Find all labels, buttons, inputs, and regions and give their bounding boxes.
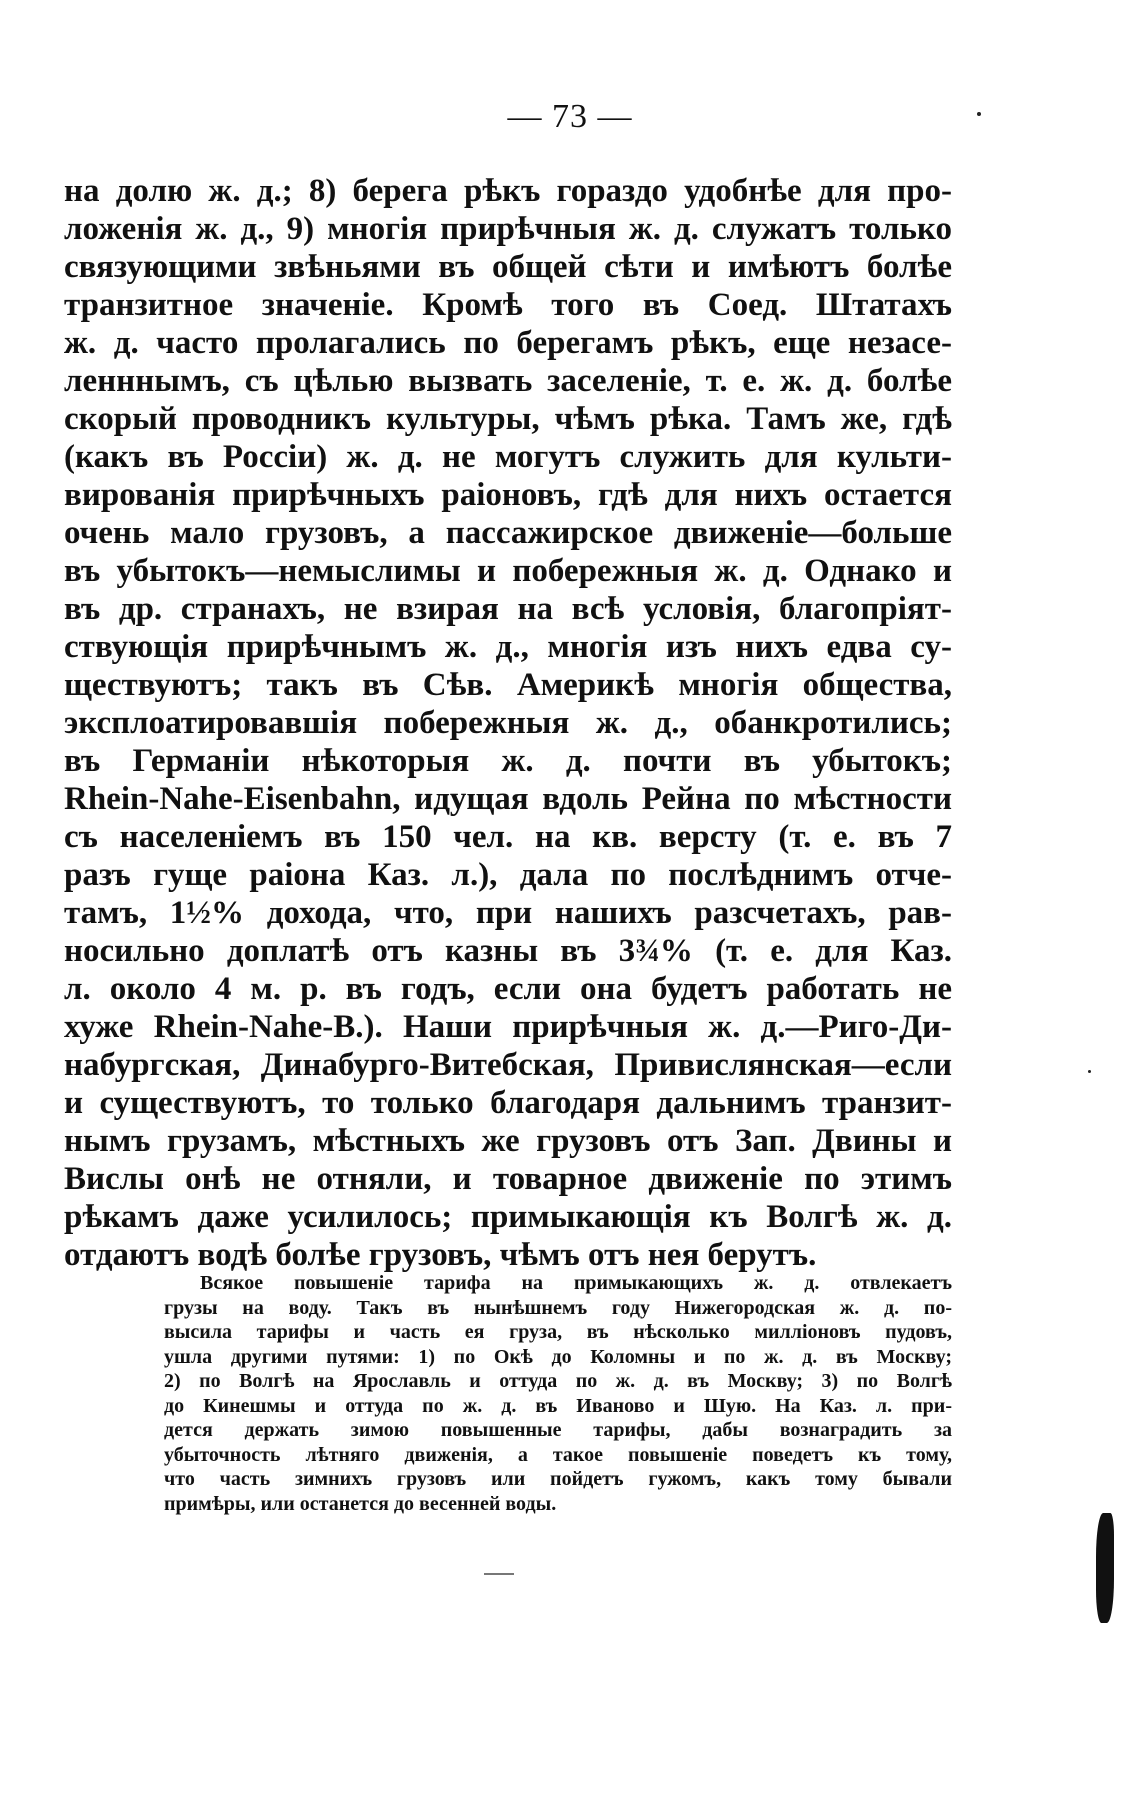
main-text-line: вированія прирѣчныхъ раіоновъ, гдѣ для нихъ остается <box>64 477 952 513</box>
main-text-line: связующими звѣньями въ общей сѣти и имѣютъ болѣе <box>64 249 952 285</box>
scan-edge-blot <box>1096 1513 1114 1623</box>
main-text-line: Rhein-Nahe-Eisenbahn, идущая вдоль Рейна по мѣстности <box>64 781 952 817</box>
main-text-line: скорый проводникъ культуры, чѣмъ рѣка. Тамъ же, гдѣ <box>64 401 952 437</box>
footnote-line: что часть зимнихъ грузовъ или пойдетъ гужомъ, какъ тому бывали <box>164 1468 952 1490</box>
main-text-line: л. около 4 м. р. въ годъ, если она будетъ работать не <box>64 971 952 1007</box>
main-text-line: въ др. странахъ, не взирая на всѣ условія, благопріят- <box>64 591 952 627</box>
main-text-line: хуже Rhein-Nahe-B.). Наши прирѣчныя ж. д.—Риго-Ди- <box>64 1009 952 1045</box>
main-text-line: ствующія прирѣчнымъ ж. д., многія изъ нихъ едва су- <box>64 629 952 665</box>
main-text-line: разъ гуще раіона Каз. л.), дала по послѣднимъ отче- <box>64 857 952 893</box>
footnote-line: до Кинешмы и оттуда по ж. д. въ Иваново и Шую. На Каз. л. при- <box>164 1394 952 1417</box>
main-text-line: набургская, Динабурго-Витебская, Привислянская—если <box>64 1047 952 1083</box>
main-text-line: ложенія ж. д., 9) многія прирѣчныя ж. д. служатъ только <box>64 211 952 247</box>
footnote-line: убыточность лѣтняго движенія, а такое повышеніе поведетъ къ тому, <box>164 1443 952 1466</box>
scan-dash-mark <box>484 1573 514 1575</box>
main-text-line: Вислы онѣ не отняли, и товарное движеніе по этимъ <box>64 1161 952 1197</box>
scan-speck <box>977 112 981 116</box>
main-text-line: (какъ въ Россіи) ж. д. не могутъ служить для культи- <box>64 439 952 475</box>
footnote-line: высила тарифы и часть ея груза, въ нѣсколько милліоновъ пудовъ, <box>164 1321 952 1343</box>
page-number: — 73 — <box>507 98 633 135</box>
main-text-line: тамъ, 1½% дохода, что, при нашихъ разсчетахъ, рав- <box>64 895 952 931</box>
main-text-block <box>64 172 952 1274</box>
main-text-line: транзитное значеніе. Кромѣ того въ Соед. Штатахъ <box>64 287 952 323</box>
footnote-line: грузы на воду. Такъ въ нынѣшнемъ году Нижегородская ж. д. по- <box>164 1296 952 1319</box>
main-text-line: носильно доплатѣ отъ казны въ 3¾% (т. е. для Каз. <box>64 933 952 969</box>
main-text-line: очень мало грузовъ, а пассажирское движеніе—больше <box>64 515 952 551</box>
footnote-line: ушла другими путями: 1) по Окѣ до Коломны и по ж. д. въ Москву; <box>164 1345 952 1368</box>
main-text-line: и существуютъ, то только благодаря дальнимъ транзит- <box>64 1085 952 1121</box>
main-text-line: съ населеніемъ въ 150 чел. на кв. версту (т. е. въ 7 <box>64 819 952 855</box>
footnote-line: примѣры, или останется до весенней воды. <box>164 1492 557 1515</box>
footnote-line: Всякое повышеніе тарифа на примыкающихъ ж. д. отвлекаетъ <box>200 1272 952 1294</box>
main-text-line: отдаютъ водѣ болѣе грузовъ, чѣмъ отъ нея берутъ. <box>64 1237 817 1273</box>
footnote-block <box>164 1271 952 1516</box>
main-text-line: ж. д. часто пролагались по берегамъ рѣкъ, еще незасе- <box>64 325 952 361</box>
main-text-line: эксплоатировавшія побережныя ж. д., обанкротились; <box>64 705 952 741</box>
footnote-line: 2) по Волгѣ на Ярославль и оттуда по ж. д. въ Москву; 3) по Волгѣ <box>164 1370 952 1392</box>
main-text-line: въ убытокъ—немыслимы и побережныя ж. д. Однако и <box>64 553 952 589</box>
main-text-line: ществуютъ; такъ въ Сѣв. Америкѣ многія общества, <box>64 667 952 703</box>
main-text-line: рѣкамъ даже усилилось; примыкающія къ Волгѣ ж. д. <box>64 1199 952 1235</box>
main-text-line: въ Германіи нѣкоторыя ж. д. почти въ убытокъ; <box>64 743 952 779</box>
main-text-line: нымъ грузамъ, мѣстныхъ же грузовъ отъ Зап. Двины и <box>64 1123 952 1159</box>
main-text-line: ленннымъ, съ цѣлью вызвать заселеніе, т. е. ж. д. болѣе <box>64 363 952 399</box>
main-text-line: на долю ж. д.; 8) берега рѣкъ гораздо удобнѣе для про- <box>64 173 952 209</box>
scan-speck <box>1088 1070 1091 1073</box>
footnote-line: дется держать зимою повышенные тарифы, дабы вознаградить за <box>164 1419 952 1441</box>
